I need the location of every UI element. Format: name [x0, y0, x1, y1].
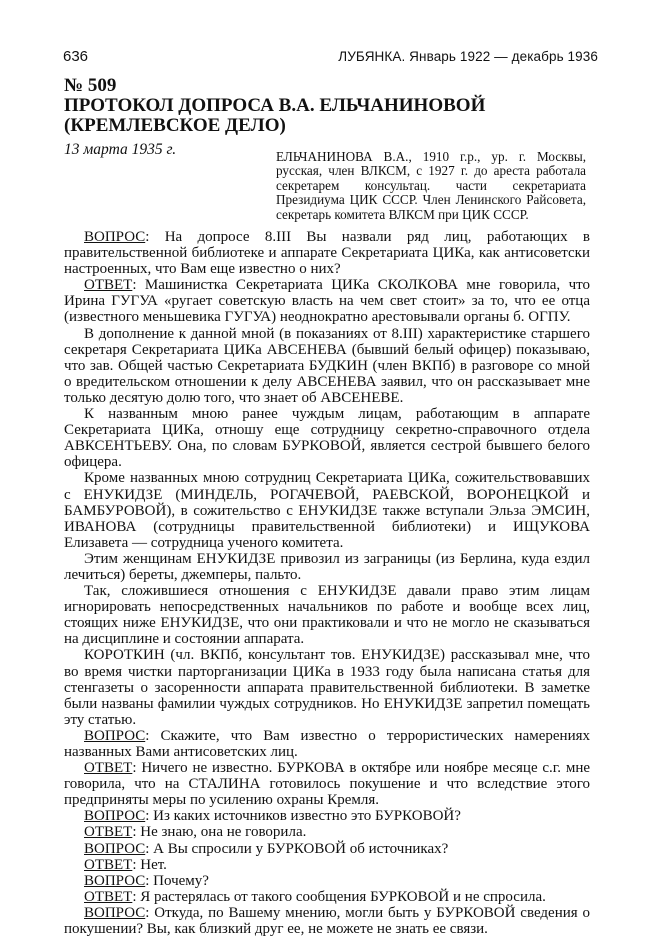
document-date: 13 марта 1935 г.: [64, 141, 177, 158]
paragraph: ОТВЕТ: Ничего не известно. БУРКОВА в октябре или ноябре месяце с.г. мне говорила, что на СТАЛИНА готовилось покушение и что вследствие этого предприняты меры по усилению охраны Кремля.: [64, 760, 591, 809]
paragraph: ВОПРОС: А Вы спросили у БУРКОВОЙ об источниках?: [84, 840, 449, 857]
paragraph-text: А Вы спросили у БУРКОВОЙ об источниках?: [153, 840, 449, 857]
document-number: № 509: [64, 75, 117, 96]
title-line-2: (КРЕМЛЕВСКОЕ ДЕЛО): [64, 115, 286, 136]
answer-label: ОТВЕТ: [84, 824, 133, 841]
paragraph: ВОПРОС: На допросе 8.III Вы назвали ряд лиц, работающих в правительственной библиотеке и аппарате Секретариата ЦИКа, как антисоветски настроенных, что Вам еще известно о них?: [64, 229, 591, 278]
paragraph: ОТВЕТ: Я растерялась от такого сообщения БУРКОВОЙ и не спросила.: [84, 888, 546, 905]
paragraph-text: Скажите, что Вам известно о террористических намерениях названных Вами антисоветских лиц.: [64, 727, 590, 760]
paragraph: ОТВЕТ: Нет.: [84, 856, 167, 873]
paragraph: [64, 326, 590, 406]
title-line-1: ПРОТОКОЛ ДОПРОСА В.А. ЕЛЬЧАНИНОВОЙ: [64, 95, 486, 116]
paragraph-text: КОРОТКИН (чл. ВКПб, консультант тов. ЕНУКИДЗЕ) рассказывал мне, что во время чистки парторганизации ЦИКа в 1933 году была написана статья для стенгазеты о засоренности аппарата правительственной библиотеки. В заметке были названы фамилии чуждых сотрудников. Но ЕНУКИДЗЕ запретил помещать эту статью.: [64, 647, 590, 728]
paragraph: [64, 647, 590, 727]
paragraph-text: К названным мною ранее чуждым лицам, работающим в аппарате Секретариата ЦИКа, отношу еще сотрудницу секретно-справочного отдела АВКСЕНТЬЕВУ. Она, по словам БУРКОВОЙ, является сестрой бывшего белого офицера.: [64, 406, 590, 471]
page-number: 636: [63, 48, 89, 65]
paragraph: ОТВЕТ: Не знаю, она не говорила.: [84, 824, 307, 841]
interrogation-text: [64, 229, 590, 937]
paragraph: ВОПРОС: Почему?: [84, 872, 209, 889]
question-label: ВОПРОС: [84, 727, 146, 744]
paragraph-text: Кроме названных мною сотрудниц Секретариата ЦИКа, сожительствовавших с ЕНУКИДЗЕ (МИНДЕЛЬ, РОГАЧЕВОЙ, РАЕВСКОЙ, ВОРОНЕЦКОЙ и БАМБУРОВОЙ), в сожительство с ЕНУКИДЗЕ также вступали Эльза ЭМСИН, ИВАНОВА (сотрудницы правительственной библиотеки) и ИЩУКОВА Елизавета — сотрудница ученого комитета.: [64, 470, 590, 551]
paragraph-text: Почему?: [153, 872, 209, 889]
question-label: ВОПРОС: [84, 872, 146, 889]
paragraph: ОТВЕТ: Машинистка Секретариата ЦИКа СКОЛКОВА мне говорила, что Ирина ГУГУА «ругает советскую власть на чем свет стоит» за то, что ее отца (известного меньшевика ГУГУА) неоднократно арестовывали органы б. ОГПУ.: [64, 277, 591, 326]
running-title: ЛУБЯНКА. Январь 1922 — декабрь 1936: [338, 49, 598, 64]
paragraph-text: Этим женщинам ЕНУКИДЗЕ привозил из заграницы (из Берлина, куда ездил лечиться) береты, джемперы, пальто.: [64, 550, 590, 583]
paragraph-text: Ничего не известно. БУРКОВА в октябре или ноябре месяце с.г. мне говорила, что на СТАЛИНА готовилось покушение и что вследствие этого предприняты меры по усилению охраны Кремля.: [64, 760, 591, 809]
paragraph-text: На допросе 8.III Вы назвали ряд лиц, работающих в правительственной библиотеке и аппарате Секретариата ЦИКа, как антисоветски настроенных, что Вам еще известно о них?: [64, 229, 591, 278]
paragraph-text: В дополнение к данной мной (в показаниях от 8.III) характеристике старшего секретаря Секретариата ЦИКа АВСЕНЕВА (бывший белый офицер) показываю, что зав. Общей частью Секретариата БУДКИН (член ВКПб) в разговоре со мной о вредительском отношении к делу АВСЕНЕВА заявил, что он рассказывает мне только десятую долю того, что знает об АВСЕНЕВЕ.: [64, 325, 590, 406]
paragraph-text: Не знаю, она не говорила.: [140, 824, 307, 841]
paragraph-text: Из каких источников известно это БУРКОВОЙ?: [153, 808, 461, 825]
paragraph-text: Машинистка Секретариата ЦИКа СКОЛКОВА мне говорила, что Ирина ГУГУА «ругает советскую власть на чем свет стоит» за то, что ее отца (известного меньшевика ГУГУА) неоднократно арестовывали органы б. ОГПУ.: [64, 277, 591, 326]
question-label: ВОПРОС: [84, 840, 146, 857]
paragraph: ВОПРОС: Скажите, что Вам известно о террористических намерениях названных Вами антисоветских лиц.: [64, 727, 590, 760]
paragraph-text: Так, сложившиеся отношения с ЕНУКИДЗЕ давали право этим лицам игнорировать непосредственных начальников по работе и вообще всех лиц, стоящих ниже ЕНУКИДЗЕ, что они практиковали и что не могло не сказываться на дисциплине и состоянии аппарата.: [64, 583, 590, 648]
paragraph-text: Нет.: [140, 856, 167, 873]
paragraph-text: Откуда, по Вашему мнению, могли быть у БУРКОВОЙ сведения о покушении? Вы, как близкий друг ее, не можете не знать ее связи.: [64, 904, 590, 938]
answer-label: ОТВЕТ: [84, 888, 133, 905]
paragraph-text: Я растерялась от такого сообщения БУРКОВОЙ и не спросила.: [140, 888, 546, 905]
paragraph: [64, 551, 590, 583]
paragraph: [64, 470, 590, 550]
answer-label: ОТВЕТ: [84, 760, 133, 777]
question-label: ВОПРОС: [84, 808, 146, 825]
document-title: [64, 76, 604, 136]
paragraph: ВОПРОС: Откуда, по Вашему мнению, могли быть у БУРКОВОЙ сведения о покушении? Вы, как близкий друг ее, не можете не знать ее связи.: [64, 904, 590, 938]
paragraph: [64, 583, 590, 647]
answer-label: ОТВЕТ: [84, 856, 133, 873]
page-header: [63, 48, 598, 65]
question-label: ВОПРОС: [84, 229, 146, 245]
question-label: ВОПРОС: [84, 904, 146, 921]
answer-label: ОТВЕТ: [84, 277, 133, 294]
paragraph: ВОПРОС: Из каких источников известно это БУРКОВОЙ?: [84, 808, 461, 825]
biographical-note: ЕЛЬЧАНИНОВА В.А., 1910 г.р., ур. г. Москвы, русская, член ВЛКСМ, с 1927 г. до ареста работала секретарем консультац. части секретариата Президиума ЦИК СССР. Член Ленинского Райсовета, секретарь комитета ВЛКСМ при ЦИК СССР.: [276, 149, 586, 222]
paragraph: [64, 406, 590, 470]
